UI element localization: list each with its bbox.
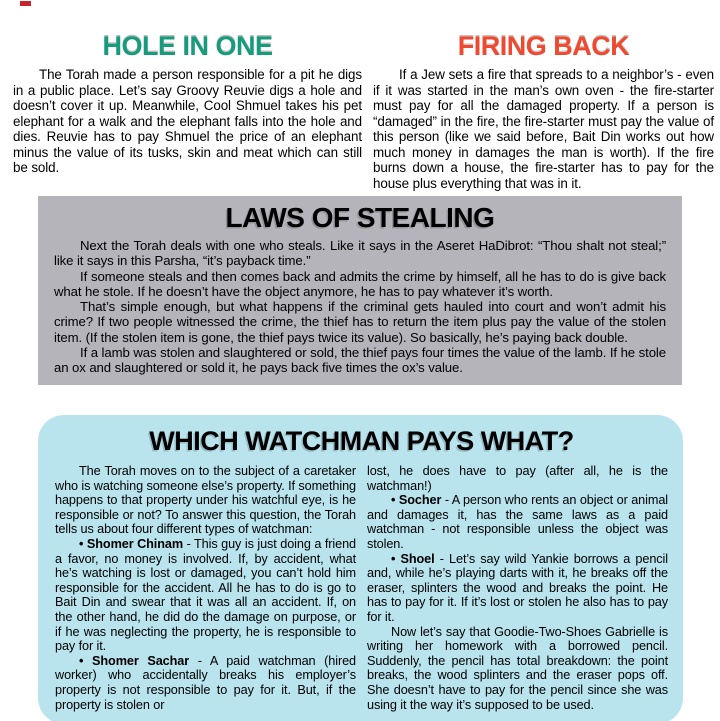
firing-back-body: If a Jew sets a fire that spreads to a neighbor’s - even if it was started in the man’s own oven - the fire-starter must pay for all the damaged property. If a person is “damaged” in the fire, the fire-starter must pay the value of this person (like we said before, Bait Din works out how much money in damages the man is worth). If the fire burns down a house, the fire-starter has to pay for the house plus everything that was in it. [373, 67, 714, 191]
corner-mark [20, 1, 31, 6]
laws-of-stealing-title: LAWS OF STEALING [225, 202, 495, 233]
watchman-term: Socher [398, 493, 442, 508]
bullet-socher [367, 493, 668, 551]
watchman-closing: Now let’s say that Goodie-Two-Shoes Gabrielle is writing her homework with a borrowed pencil. Suddenly, the pencil has total breakdown: the point breaks, the wood splinters and the eraser pops off. She doesn’t have to pay for the pencil since she was using it the way it’s supposed to be used. [367, 624, 668, 712]
watchman-text: - This guy is just doing a friend a favor, no money is involved. If, by accident, what he’s watching is lost or damaged, you can’t hold him responsible for the accident. All he has to do is go to Bait Din and swear that it was all an accident. If, on the other hand, he did do the damage on purpose, or if he was neglecting the property, he is responsible to pay for it. [55, 536, 356, 654]
bullet-shomer-chinam [55, 537, 356, 654]
bullet-icon: • [79, 536, 87, 551]
hole-in-one-body: The Torah made a person responsible for a pit he digs in a public place. Let’s say Groovy Reuvie digs a hole and doesn’t cover it up. Meanwhile, Cool Shmuel takes his pet elephant for a walk and the elephant falls into the hole and dies. Reuvie has to pay Shmuel the price of an elephant minus the value of its tusks, skin and meat which can still be sold. [13, 67, 362, 175]
laws-of-stealing-box [38, 196, 682, 385]
article-firing-back [373, 33, 714, 191]
watchman-intro: The Torah moves on to the subject of a caretaker who is watching someone else’s property. If something happens to that property under his watchful eye, is he responsible or not? To answer this question, the Torah tells us about four different types of watchman: [55, 464, 357, 537]
bullet-shomer-sachar [55, 654, 356, 712]
watchman-right-column [367, 464, 668, 712]
watchman-term: Shoel [400, 551, 435, 566]
article-hole-in-one [13, 33, 362, 176]
watchman-term: Shomer Sachar [92, 653, 190, 668]
watchman-columns [55, 464, 668, 712]
stealing-paragraph: If someone steals and then comes back and admits the crime by himself, all he has to do is give back what he stole. If he doesn’t have the object anymore, he has to pay whatever it’s worth. [54, 268, 666, 299]
watchman-text: - A paid watchman (hired worker) who accidentally breaks his employer’s property is not responsible to pay for it. But, if the property is stolen or [55, 653, 356, 712]
watchman-continuation: lost, he does have to pay (after all, he is the watchman!) [367, 464, 668, 493]
firing-back-title: FIRING BACK [457, 31, 630, 61]
watchman-text: - Let’s say wild Yankie borrows a pencil and, while he’s playing darts with it, he breaks off the eraser, splinters the wood and breaks the point. He has to pay for it. If it’s lost or stolen he also has to pay for it. [367, 551, 668, 624]
watchman-term: Shomer Chinam [86, 536, 184, 551]
bullet-shoel [367, 552, 668, 625]
stealing-paragraph: Next the Torah deals with one who steals. Like it says in the Aseret HaDibrot: “Thou shalt not steal;” like it says in this Parsha, “it’s payback time.” [54, 238, 666, 269]
watchman-text: - A person who rents an object or animal and damages it, has the same laws as a paid watchman - not responsible unless the object was stolen. [367, 493, 668, 551]
bullet-icon: • [79, 653, 93, 668]
which-watchman-box [38, 415, 683, 721]
bullet-icon: • [391, 493, 399, 508]
which-watchman-title: WHICH WATCHMAN PAYS WHAT? [149, 426, 574, 456]
bullet-icon: • [391, 551, 401, 566]
watchman-left-column [55, 464, 356, 712]
stealing-paragraph: That’s simple enough, but what happens if the criminal gets hauled into court and won’t admit his crime? If two people witnessed the crime, the thief has to return the item plus pay the value of the stolen item. (If the stolen item is gone, the thief pays twice its value). So basically, he’s paying back double. [54, 299, 666, 345]
hole-in-one-title: HOLE IN ONE [102, 31, 273, 61]
stealing-paragraph: If a lamb was stolen and slaughtered or sold, the thief pays four times the value of the lamb. If he stole an ox and slaughtered or sold it, he pays back five times the ox’s value. [54, 345, 666, 376]
